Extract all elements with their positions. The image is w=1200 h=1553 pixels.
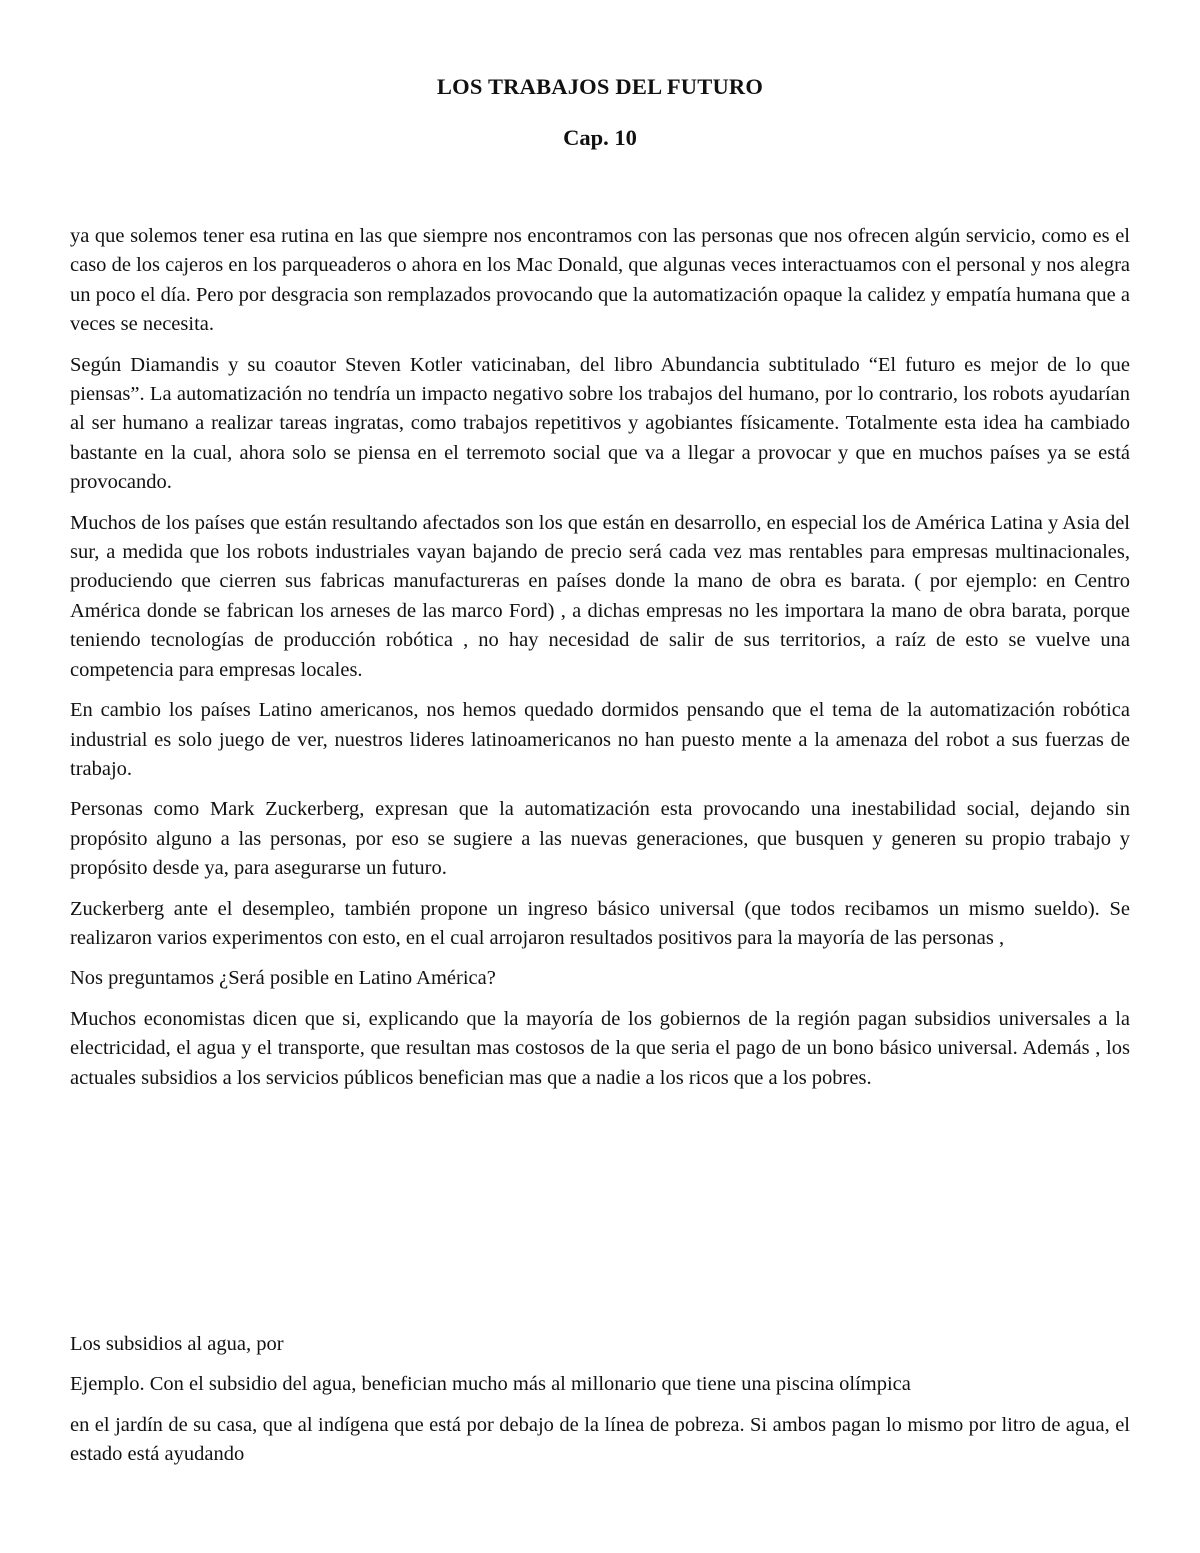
document-page <box>70 0 1130 1553</box>
paragraph: Muchos de los países que están resultando afectados son los que están en desarrollo, en especial los de América Latina y Asia del sur, a medida que los robots industriales vayan bajando de precio será cada vez mas rentables para empresas multinacionales, produciendo que cierren sus fabricas manufactureras en países donde la mano de obra es barata. ( por ejemplo: en Centro América donde se fabrican los arneses de las marco Ford) , a dichas empresas no les importara la mano de obra barata, porque teniendo tecnologías de producción robótica , no hay necesidad de salir de sus territorios, a raíz de esto se vuelve una competencia para empresas locales. <box>70 511 1130 681</box>
paragraph: Zuckerberg ante el desempleo, también propone un ingreso básico universal (que todos recibamos un mismo sueldo). Se realizaron varios experimentos con esto, en el cual arrojaron resultados positivos para la mayoría de las personas , <box>70 897 1130 949</box>
document-title: LOS TRABAJOS DEL FUTURO <box>436 74 764 99</box>
paragraph: Ejemplo. Con el subsidio del agua, benefician mucho más al millonario que tiene una piscina olímpica <box>70 1373 911 1396</box>
body-text <box>70 222 1130 1104</box>
paragraph: en el jardín de su casa, que al indígena que está por debajo de la línea de pobreza. Si ambos pagan lo mismo por litro de agua, el estado está ayudando <box>70 1413 1130 1466</box>
paragraph: Muchos economistas dicen que si, explicando que la mayoría de los gobiernos de la región pagan subsidios universales a la electricidad, el agua y el transporte, que resultan mas costosos de la que seria el pago de un bono básico universal. Además , los actuales subsidios a los servicios públicos benefician mas que a nadie a los ricos que a los pobres. <box>70 1007 1130 1089</box>
paragraph: ya que solemos tener esa rutina en las que siempre nos encontramos con las personas que nos ofrecen algún servicio, como es el caso de los cajeros en los parqueaderos o ahora en los Mac Donald, que algunas veces interactuamos con el personal y nos alegra un poco el día. Pero por desgracia son remplazados provocando que la automatización opaque la calidez y empatía humana que a veces se necesita. <box>70 225 1130 336</box>
paragraph: En cambio los países Latino americanos, nos hemos quedado dormidos pensando que el tema de la automatización robótica industrial es solo juego de ver, nuestros lideres latinoamericanos no han puesto mente a la amenaza del robot a sus fuerzas de trabajo. <box>70 699 1130 780</box>
paragraph: Según Diamandis y su coautor Steven Kotler vaticinaban, del libro Abundancia subtitulado “El futuro es mejor de lo que piensas”. La automatización no tendría un impacto negativo sobre los trabajos del humano, por lo contrario, los robots ayudarían al ser humano a realizar tareas ingratas, como trabajos repetitivos y agobiantes físicamente. Totalmente esta idea ha cambiado bastante en la cual, ahora solo se piensa en el terremoto social que va a llegar a provocar y que en muchos países ya se está provocando. <box>70 353 1130 494</box>
closing-text <box>70 1330 1130 1481</box>
chapter-heading: Cap. 10 <box>563 125 637 150</box>
paragraph: Nos preguntamos ¿Será posible en Latino América? <box>70 967 496 990</box>
paragraph: Personas como Mark Zuckerberg, expresan que la automatización esta provocando una inestabilidad social, dejando sin propósito alguno a las personas, por eso se sugiere a las nuevas generaciones, que busquen y generen su propio trabajo y propósito desde ya, para asegurarse un futuro. <box>70 798 1130 880</box>
paragraph: Los subsidios al agua, por <box>70 1333 284 1355</box>
